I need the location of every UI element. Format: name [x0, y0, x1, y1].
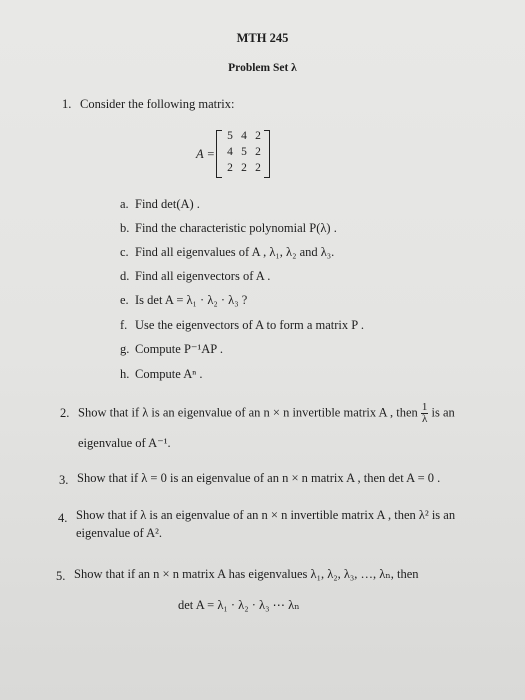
problem-2-number: 2. [60, 406, 70, 420]
right-bracket [264, 130, 270, 178]
part-e-letter: e. [120, 293, 129, 307]
part-d-text: Find all eigenvectors of A . [135, 269, 271, 283]
part-g-text: Compute P⁻¹AP . [135, 342, 224, 356]
part-b-letter: b. [120, 221, 130, 235]
part-c-text: Find all eigenvalues of A , λ₁, λ₂ and λ₃. [135, 245, 335, 259]
problem-5-number: 5. [56, 569, 66, 583]
problem-2-text-a: Show that if λ is an eigenvalue of an n × n invertible matrix A , then [78, 405, 418, 420]
problem-2-line-2: eigenvalue of A⁻¹. [78, 436, 171, 450]
matrix-label: A = [196, 147, 215, 161]
matrix-cell: 2 [255, 146, 261, 158]
matrix-cell: 4 [227, 146, 233, 158]
part-f-text: Use the eigenvectors of A to form a matrix P . [135, 318, 364, 332]
matrix-cell: 4 [241, 130, 247, 142]
fraction-numerator: 1 [421, 401, 428, 413]
matrix-cell: 2 [255, 162, 261, 174]
problem-2-text-b: is an [431, 405, 455, 420]
matrix-row-3 [223, 162, 265, 174]
part-h-letter: h. [120, 367, 130, 381]
part-g-letter: g. [120, 342, 130, 356]
part-a-letter: a. [120, 197, 129, 211]
part-d-letter: d. [120, 269, 130, 283]
one-over-lambda-fraction [421, 402, 429, 425]
problem-5-line-2: det A = λ₁ · λ₂ · λ₃ ⋯ λₙ [178, 598, 300, 612]
part-h-text: Compute Aⁿ . [135, 367, 203, 381]
problem-1-text: Consider the following matrix: [80, 97, 235, 111]
problem-4-number: 4. [58, 511, 68, 525]
matrix-cell: 2 [255, 130, 261, 142]
fraction-denominator: λ [421, 413, 428, 425]
matrix-cell: 2 [241, 162, 247, 174]
part-b-text: Find the characteristic polynomial P(λ) . [135, 221, 337, 235]
matrix-a [196, 130, 276, 178]
problem-set-title: Problem Set λ [228, 62, 297, 74]
problem-5-line-1: Show that if an n × n matrix A has eigenvalues λ₁, λ₂, λ₃, …, λₙ, then [74, 567, 419, 581]
part-c-letter: c. [120, 245, 129, 259]
matrix-cell: 5 [241, 146, 247, 158]
part-f-letter: f. [120, 318, 128, 332]
part-e-text: Is det A = λ₁ · λ₂ · λ₃ ? [135, 293, 248, 307]
course-title: MTH 245 [236, 31, 289, 45]
part-a-text: Find det(A) . [135, 197, 200, 211]
problem-4-line-2: eigenvalue of A². [76, 526, 163, 540]
problem-1-number: 1. [62, 97, 72, 111]
left-bracket [216, 130, 222, 178]
matrix-body [216, 130, 264, 178]
problem-2-line-1 [78, 402, 455, 425]
problem-3-text: Show that if λ = 0 is an eigenvalue of an n × n matrix A , then det A = 0 . [77, 471, 441, 485]
matrix-row-2 [223, 146, 265, 158]
matrix-row-1 [223, 130, 265, 142]
problem-4-line-1: Show that if λ is an eigenvalue of an n × n invertible matrix A , then λ² is an [76, 508, 456, 522]
matrix-cell: 2 [227, 162, 233, 174]
problem-3-number: 3. [59, 473, 69, 487]
matrix-cell: 5 [227, 130, 233, 142]
